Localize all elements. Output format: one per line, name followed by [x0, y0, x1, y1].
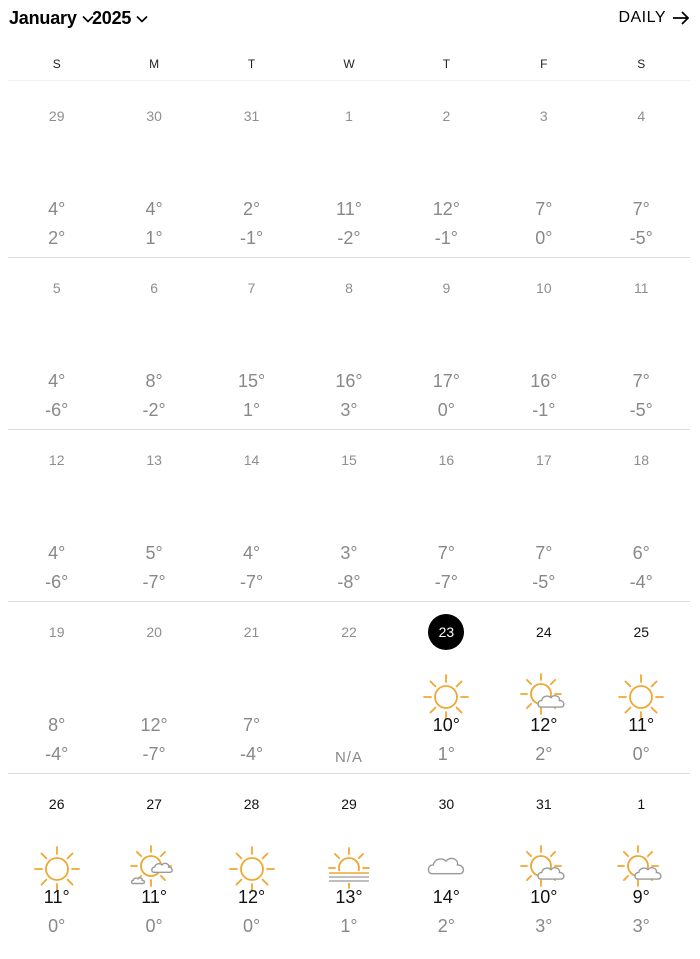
day-cell[interactable] — [300, 258, 397, 429]
low-temp: 1° — [340, 916, 358, 936]
weekday-label: T — [247, 57, 256, 71]
low-temp: 0° — [242, 916, 261, 936]
day-date: 29 — [341, 796, 357, 812]
low-temp: 0° — [632, 744, 650, 764]
day-date: 3 — [539, 108, 548, 124]
high-temp: 10° — [530, 887, 558, 907]
today-date: 23 — [428, 614, 464, 650]
day-cell[interactable] — [495, 602, 592, 773]
day-date: 13 — [146, 452, 162, 468]
day-cell[interactable] — [203, 602, 300, 773]
day-cell[interactable] — [593, 86, 690, 257]
day-cell[interactable] — [398, 774, 495, 945]
weekday-label: W — [343, 57, 355, 71]
low-temp: 0° — [145, 916, 163, 936]
week-row — [8, 86, 690, 258]
high-temp: 10° — [432, 715, 461, 735]
day-cell[interactable] — [8, 430, 105, 601]
day-cell[interactable] — [8, 602, 105, 773]
low-temp: -2° — [142, 400, 166, 420]
high-temp: 4° — [48, 543, 66, 563]
low-temp: 1° — [145, 228, 163, 248]
weekday-label: F — [540, 57, 548, 71]
day-date: 31 — [243, 108, 260, 124]
day-date: 29 — [48, 108, 65, 124]
high-temp: 9° — [632, 887, 650, 907]
low-temp: 3° — [340, 400, 358, 420]
week-row — [8, 430, 690, 602]
day-cell[interactable] — [105, 774, 202, 945]
day-date: 22 — [341, 624, 357, 640]
day-cell[interactable] — [398, 430, 495, 601]
low-temp: 0° — [535, 228, 553, 248]
high-temp: 16° — [335, 371, 363, 391]
day-cell[interactable] — [8, 86, 105, 257]
day-date: 8 — [345, 280, 353, 296]
day-date: 4 — [637, 108, 646, 124]
day-cell[interactable] — [300, 774, 397, 945]
day-date: 15 — [341, 452, 357, 468]
day-cell[interactable] — [495, 86, 592, 257]
weekday-header-row — [8, 50, 690, 81]
day-date: 27 — [146, 796, 162, 812]
low-temp: -8° — [337, 572, 361, 592]
high-temp: 11° — [43, 887, 70, 907]
day-date: 5 — [52, 280, 61, 296]
high-temp: 11° — [628, 715, 655, 735]
low-temp: -4° — [629, 572, 653, 592]
day-date: 9 — [442, 280, 451, 296]
day-date: 26 — [48, 796, 65, 812]
high-temp: 12° — [237, 887, 266, 907]
day-date: 16 — [438, 452, 455, 468]
low-temp: -4° — [239, 744, 264, 764]
day-date: 30 — [438, 796, 455, 812]
year-selector[interactable] — [92, 8, 148, 29]
low-temp: -7° — [239, 572, 264, 592]
high-temp: 2° — [242, 199, 261, 219]
day-cell[interactable] — [203, 86, 300, 257]
low-temp: -6° — [45, 572, 69, 592]
weekday-label: M — [149, 57, 160, 71]
day-date: 11 — [633, 280, 649, 296]
high-temp: 15° — [237, 371, 266, 391]
high-temp: 7° — [437, 543, 455, 563]
high-temp: 12° — [432, 199, 461, 219]
low-temp: 1° — [437, 744, 455, 764]
day-date: 20 — [146, 624, 162, 640]
day-cell[interactable] — [495, 430, 592, 601]
day-date: 1 — [345, 108, 353, 124]
day-date: 30 — [146, 108, 162, 124]
day-cell[interactable] — [105, 602, 202, 773]
day-date: 17 — [536, 452, 552, 468]
day-date: 14 — [243, 452, 260, 468]
high-temp: 7° — [632, 371, 650, 391]
day-cell[interactable] — [203, 258, 300, 429]
calendar-grid — [8, 86, 690, 945]
day-date: 19 — [48, 624, 65, 640]
high-temp: 17° — [432, 371, 461, 391]
year-label: 2025 — [92, 8, 132, 28]
day-date: 10 — [536, 280, 552, 296]
high-temp: 7° — [242, 715, 261, 735]
low-temp: -4° — [45, 744, 69, 764]
high-temp: 11° — [336, 199, 362, 219]
month-selector[interactable] — [9, 8, 94, 29]
high-temp: 4° — [48, 371, 66, 391]
low-temp: -7° — [434, 572, 458, 592]
low-temp: 2° — [437, 916, 455, 936]
low-temp: -5° — [629, 400, 653, 420]
high-temp: 11° — [141, 887, 168, 907]
low-temp: -5° — [629, 228, 653, 248]
day-date: 18 — [633, 452, 650, 468]
day-date: 1 — [637, 796, 646, 812]
day-cell[interactable] — [105, 430, 202, 601]
high-temp: 6° — [632, 543, 650, 563]
high-temp: 7° — [535, 543, 553, 563]
day-cell[interactable] — [300, 602, 397, 773]
weekday-label: S — [52, 57, 61, 71]
high-temp: 12° — [530, 715, 558, 735]
low-temp: 2° — [48, 228, 66, 248]
high-temp: 13° — [335, 887, 363, 907]
low-temp: -1° — [434, 228, 458, 248]
day-cell[interactable] — [8, 258, 105, 429]
weekday-label: T — [442, 57, 451, 71]
day-cell[interactable] — [593, 430, 690, 601]
week-row — [8, 774, 690, 945]
low-temp: -7° — [142, 572, 166, 592]
high-temp: 16° — [530, 371, 558, 391]
low-temp: 1° — [242, 400, 261, 420]
day-cell[interactable] — [593, 774, 690, 945]
day-cell[interactable] — [300, 86, 397, 257]
low-temp: -1° — [532, 400, 556, 420]
low-temp: 2° — [535, 744, 553, 764]
day-date: 31 — [536, 796, 552, 812]
daily-label: DAILY — [618, 9, 666, 26]
week-row — [8, 258, 690, 430]
weekday-label: S — [637, 57, 646, 71]
high-temp: 12° — [140, 715, 168, 735]
day-date: 28 — [243, 796, 260, 812]
day-cell[interactable] — [8, 774, 105, 945]
high-temp: 8° — [48, 715, 66, 735]
day-cell[interactable] — [495, 258, 592, 429]
day-cell[interactable] — [105, 258, 202, 429]
high-temp: 5° — [145, 543, 163, 563]
day-cell[interactable] — [398, 258, 495, 429]
high-temp: 4° — [145, 199, 163, 219]
arrow-right-icon — [672, 11, 690, 25]
no-data-label: N/A — [334, 749, 363, 766]
high-temp: 8° — [145, 371, 163, 391]
day-date: 21 — [243, 624, 260, 640]
high-temp: 4° — [242, 543, 261, 563]
day-date: 12 — [48, 452, 65, 468]
low-temp: -2° — [337, 228, 361, 248]
day-cell[interactable] — [203, 774, 300, 945]
day-cell[interactable] — [105, 86, 202, 257]
high-temp: 14° — [432, 887, 461, 907]
low-temp: -5° — [532, 572, 556, 592]
day-date: 6 — [150, 280, 159, 296]
high-temp: 7° — [632, 199, 650, 219]
calendar-header — [0, 0, 700, 42]
day-cell[interactable] — [495, 774, 592, 945]
day-cell[interactable] — [593, 602, 690, 773]
low-temp: -7° — [142, 744, 166, 764]
month-label: January — [9, 8, 77, 28]
day-cell[interactable] — [398, 86, 495, 257]
daily-view-link[interactable] — [618, 9, 690, 27]
day-date: 24 — [536, 624, 552, 640]
high-temp: 7° — [535, 199, 553, 219]
high-temp: 4° — [48, 199, 66, 219]
chevron-down-icon — [136, 15, 148, 23]
day-cell[interactable] — [203, 430, 300, 601]
day-date: 7 — [247, 280, 256, 296]
low-temp: -1° — [239, 228, 264, 248]
week-row — [8, 602, 690, 774]
low-temp: -6° — [45, 400, 69, 420]
low-temp: 0° — [437, 400, 455, 420]
low-temp: 3° — [632, 916, 650, 936]
day-date: 2 — [442, 108, 451, 124]
low-temp: 3° — [535, 916, 553, 936]
day-cell[interactable] — [300, 430, 397, 601]
high-temp: 3° — [340, 543, 358, 563]
day-cell[interactable] — [593, 258, 690, 429]
low-temp: 0° — [48, 916, 66, 936]
day-date: 25 — [633, 624, 650, 640]
day-cell[interactable] — [398, 602, 495, 773]
